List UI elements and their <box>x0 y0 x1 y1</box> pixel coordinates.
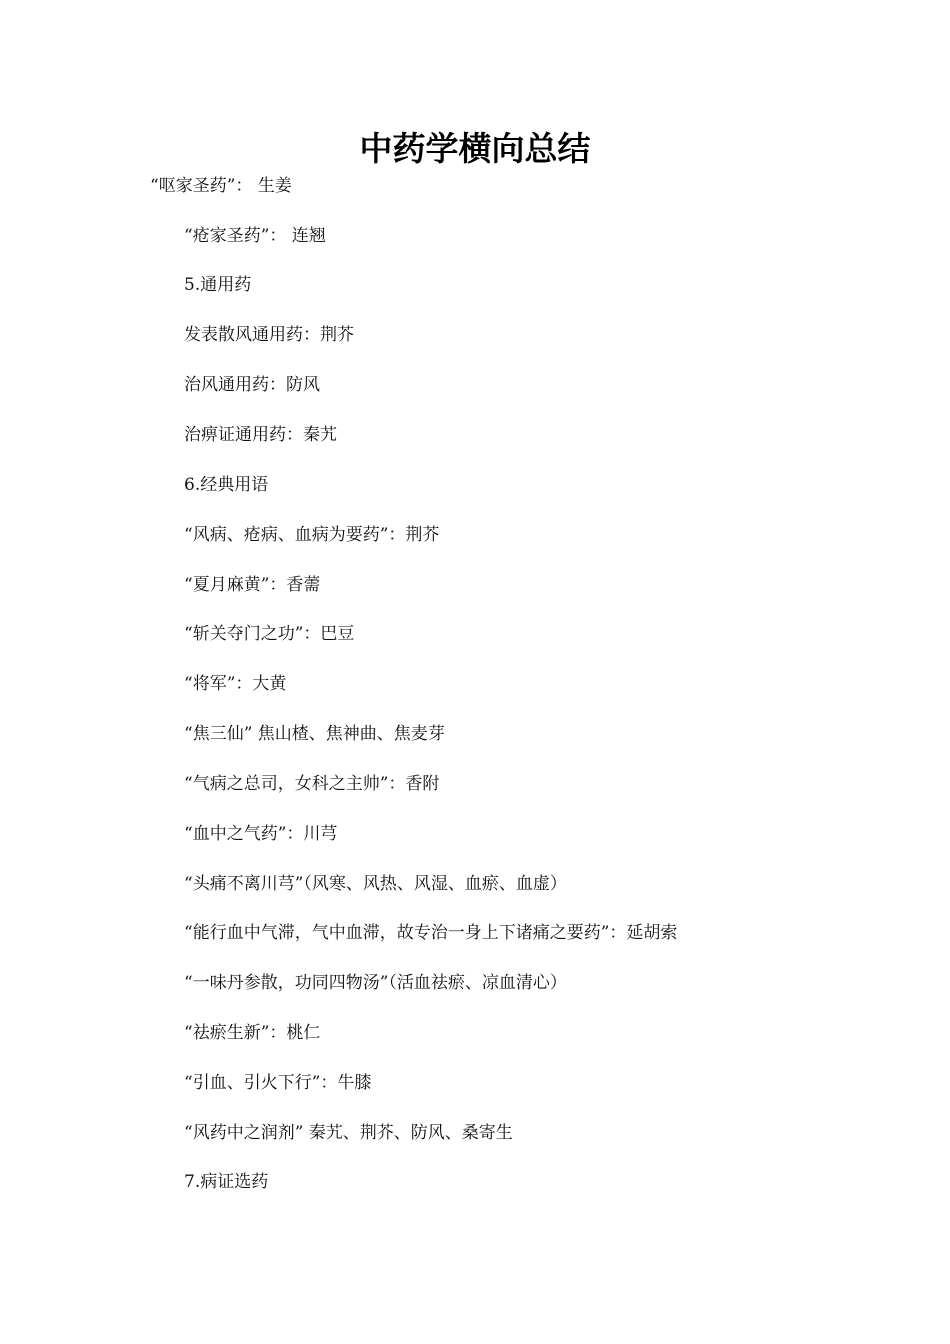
text-line: “将军”：大黄 <box>184 674 287 694</box>
text-line: “风药中之润剂” 秦艽、荆芥、防风、桑寄生 <box>184 1123 513 1143</box>
document-title: 中药学横向总结 <box>359 129 591 168</box>
text-line: “一味丹参散，功同四物汤”（活血祛瘀、凉血清心） <box>184 973 567 993</box>
section-heading: 6.经典用语 <box>184 475 269 495</box>
text-line: “引血、引火下行”：牛膝 <box>184 1073 372 1093</box>
text-line: 发表散风通用药：荆芥 <box>184 325 354 345</box>
text-line: “头痛不离川芎”（风寒、风热、风湿、血瘀、血虚） <box>184 874 567 894</box>
text-line: “夏月麻黄”：香薷 <box>184 575 321 595</box>
section-heading: 7.病证选药 <box>184 1172 269 1192</box>
text-line: “风病、疮病、血病为要药”：荆芥 <box>184 525 440 545</box>
text-line: 治痹证通用药：秦艽 <box>184 425 337 445</box>
text-line: 治风通用药：防风 <box>184 375 320 395</box>
section-heading: 5.通用药 <box>184 275 252 295</box>
text-line: “能行血中气滞，气中血滞，故专治一身上下诸痛之要药”：延胡索 <box>184 923 678 943</box>
text-line: “呕家圣药”： 生姜 <box>150 176 292 196</box>
text-line: “疮家圣药”： 连翘 <box>184 226 326 246</box>
text-line: “祛瘀生新”：桃仁 <box>184 1023 321 1043</box>
text-line: “焦三仙” 焦山楂、焦神曲、焦麦芽 <box>184 724 445 744</box>
text-line: “斩关夺门之功”：巴豆 <box>184 624 355 644</box>
text-line: “气病之总司，女科之主帅”：香附 <box>184 774 440 794</box>
text-line: “血中之气药”：川芎 <box>184 824 338 844</box>
